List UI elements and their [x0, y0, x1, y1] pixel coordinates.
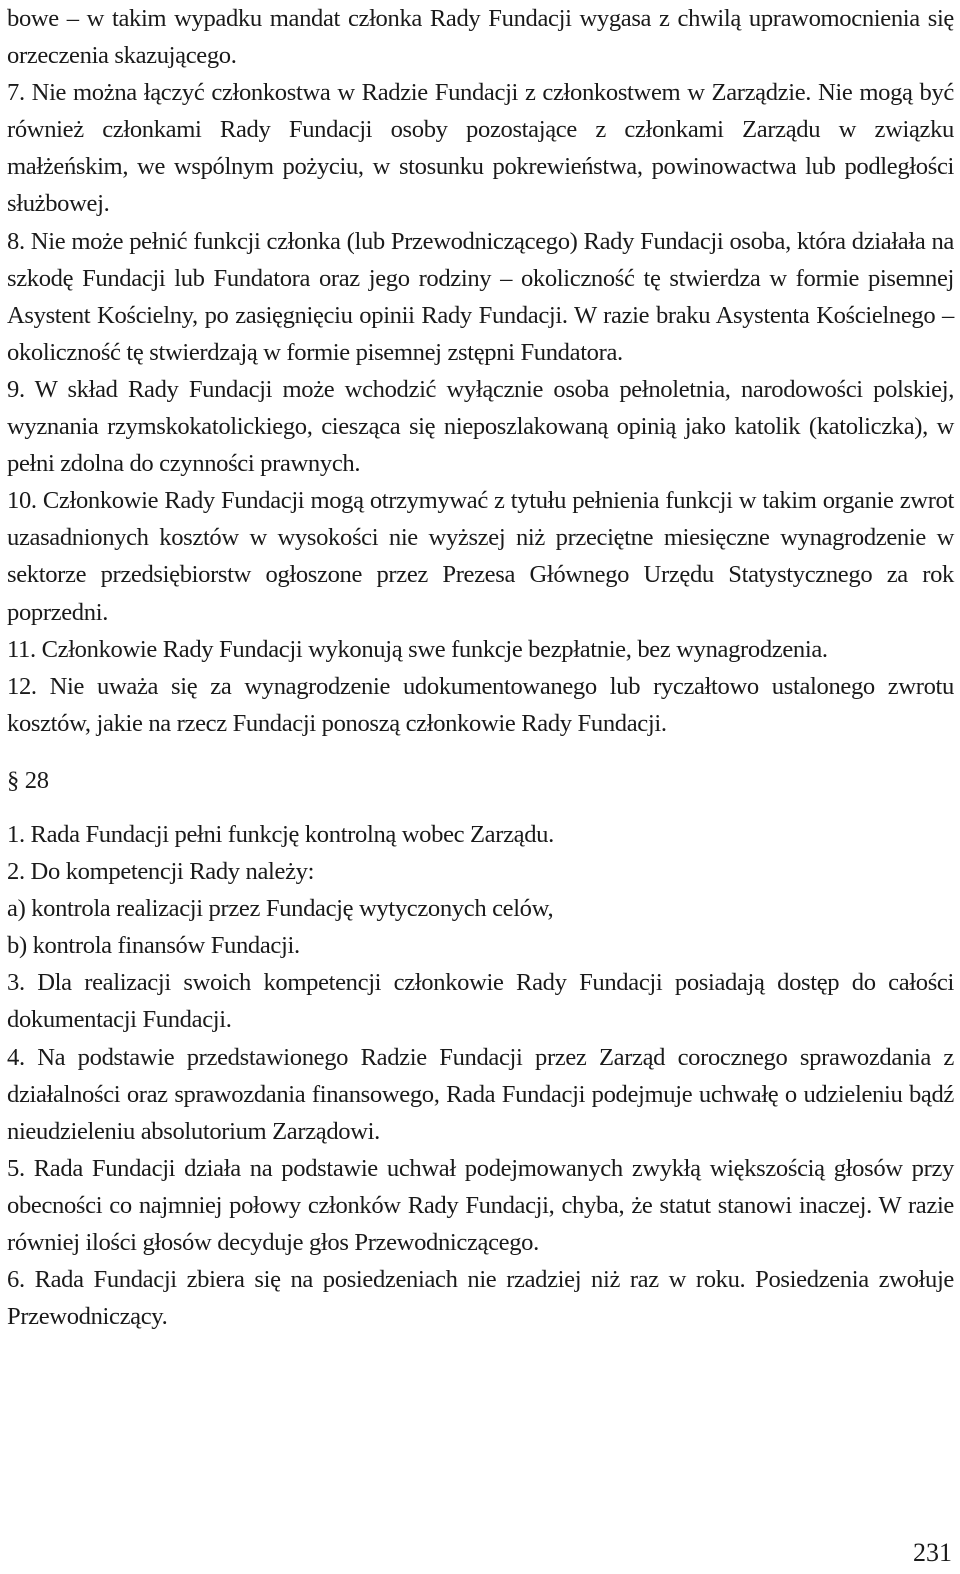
section-28-paragraph-2: 2. Do kompetencji Rady należy:	[7, 858, 315, 886]
section-28-paragraph-3: 3. Dla realizacji swoich kompetencji członkowie Rady Fundacji posiadają dostęp do całości dokumentacji Fundacji.	[7, 969, 954, 1034]
section-28-item-b: b) kontrola finansów Fundacji.	[7, 932, 300, 960]
section-28-paragraph-1: 1. Rada Fundacji pełni funkcję kontrolną wobec Zarządu.	[7, 820, 554, 848]
paragraph-10: 10. Członkowie Rady Fundacji mogą otrzymywać z tytułu pełnienia funkcji w takim organie zwrot uzasadnionych kosztów w wysokości nie wyższej niż przeciętne miesięczne wynagrodzenie w sektorze przedsiębiorstw ogłoszone przez Prezesa Głównego Urzędu Statystycznego za rok poprzedni.	[7, 487, 954, 626]
section-28-item-a: a) kontrola realizacji przez Fundację wytyczonych celów,	[7, 895, 554, 923]
paragraph-9: 9. W skład Rady Fundacji może wchodzić wyłącznie osoba pełnoletnia, narodowości polskiej, wyznania rzymskokatolickiego, ciesząca się nieposzlakowaną opinią jako katolik (katoliczka), w pełni zdolna do czynności prawnych.	[7, 375, 954, 478]
section-heading: § 28	[7, 766, 49, 794]
page-number: 231	[913, 1538, 952, 1567]
page-body	[7, 0, 954, 1335]
section-28-paragraph-4: 4. Na podstawie przedstawionego Radzie Fundacji przez Zarząd corocznego sprawozdania z działalności oraz sprawozdania finansowego, Rada Fundacji podejmuje uchwałę o udzieleniu bądź nieudzieleniu absolutorium Zarządowi.	[7, 1043, 954, 1145]
paragraph-11: 11. Członkowie Rady Fundacji wykonują swe funkcje bezpłatnie, bez wynagrodzenia.	[7, 635, 828, 663]
paragraph-7: 7. Nie można łączyć członkostwa w Radzie Fundacji z członkostwem w Zarządzie. Nie mogą być również członkami Rady Fundacji osoby pozostające z członkami Zarządu w związku małżeńskim, we wspólnym pożyciu, w stosunku pokrewieństwa, powinowactwa lub podległości służbowej.	[7, 79, 954, 218]
paragraph-12: 12. Nie uważa się za wynagrodzenie udokumentowanego lub ryczałtowo ustalonego zwrotu kosztów, jakie na rzecz Fundacji ponoszą członkowie Rady Fundacji.	[7, 672, 954, 737]
paragraph-continuation: bowe – w takim wypadku mandat członka Rady Fundacji wygasa z chwilą uprawomocnienia się orzeczenia skazującego.	[7, 5, 954, 70]
paragraph-8: 8. Nie może pełnić funkcji członka (lub Przewodniczącego) Rady Fundacji osoba, która działała na szkodę Fundacji lub Fundatora oraz jego rodziny – okoliczność tę stwierdza w formie pisemnej Asystent Kościelny, po zasięgnięciu opinii Rady Fundacji. W razie braku Asystenta Kościelnego – okoliczność tę stwierdzają w formie pisemnej zstępni Fundatora.	[7, 227, 954, 366]
section-28-paragraph-5: 5. Rada Fundacji działa na podstawie uchwał podejmowanych zwykłą większością głosów przy obecności co najmniej połowy członków Rady Fundacji, chyba, że statut stanowi inaczej. W razie równiej ilości głosów decyduje głos Przewodniczącego.	[7, 1154, 954, 1256]
section-28-paragraph-6: 6. Rada Fundacji zbiera się na posiedzeniach nie rzadziej niż raz w roku. Posiedzenia zwołuje Przewodniczący.	[7, 1266, 954, 1331]
